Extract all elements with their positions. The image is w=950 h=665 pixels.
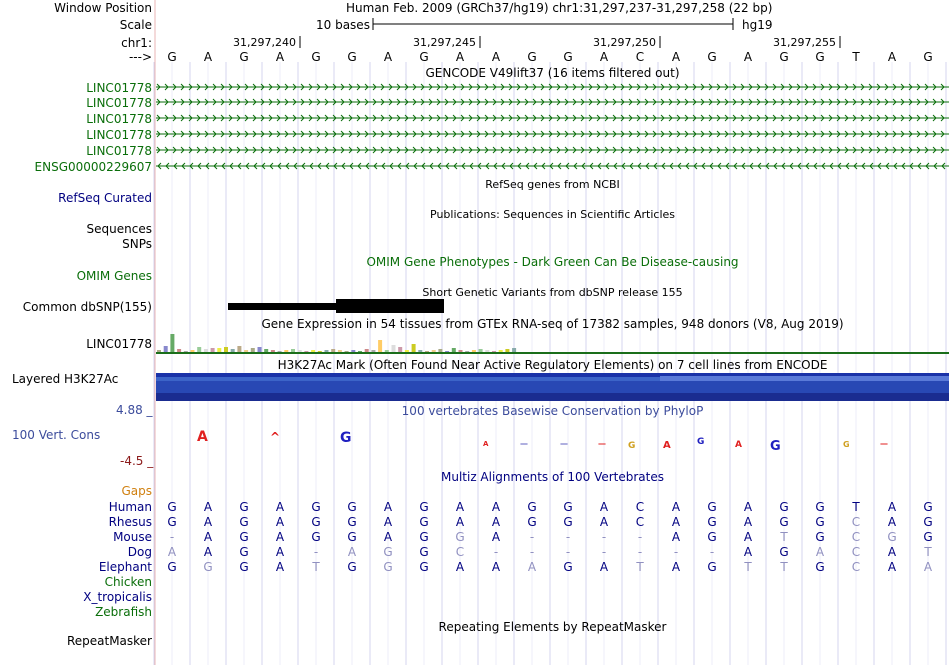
alignment-base: A [491, 530, 501, 544]
h3k27ac-band [156, 393, 949, 401]
alignment-base: A [167, 545, 177, 559]
alignment-base: G [815, 560, 825, 574]
sequence-base: A [599, 50, 609, 64]
sequence-base: A [455, 50, 465, 64]
gtex-tissue-bar [358, 351, 362, 352]
alignment-base: G [311, 530, 321, 544]
alignment-species-label[interactable]: X_tropicalis [83, 590, 152, 604]
alignment-base: G [347, 530, 357, 544]
alignment-base: C [851, 515, 861, 529]
alignment-base: G [419, 500, 429, 514]
alignment-base: A [887, 500, 897, 514]
alignment-base: A [275, 545, 285, 559]
sequence-base: G [563, 50, 573, 64]
alignment-base: G [815, 515, 825, 529]
alignment-base: - [601, 545, 607, 559]
conservation-glyph: — [598, 439, 606, 448]
alignment-base: - [313, 545, 319, 559]
sequence-base: A [491, 50, 501, 64]
gencode-item[interactable]: LINC01778 [86, 96, 152, 110]
conservation-min: -4.5 _ [120, 454, 154, 468]
sequences-label[interactable]: Sequences [86, 222, 152, 236]
conservation-glyph: G [628, 441, 636, 451]
window-position-label: Window Position [54, 1, 152, 15]
conservation-glyph: G [697, 437, 705, 447]
alignment-base: G [779, 545, 789, 559]
alignment-base: T [780, 530, 788, 544]
gtex-tissue-bar [278, 351, 282, 352]
alignment-base: A [887, 545, 897, 559]
alignment-base: C [851, 560, 861, 574]
conservation-glyph: — [520, 439, 528, 448]
gtex-tissue-bar [418, 350, 422, 352]
gtex-tissue-bar [271, 350, 275, 352]
dbsnp-title[interactable]: Short Genetic Variants from dbSNP release 155 [422, 286, 683, 299]
sequence-base: A [671, 50, 681, 64]
alignment-base: A [383, 530, 393, 544]
gtex-tissue-bar [405, 350, 409, 352]
conservation-glyph: G [843, 440, 850, 449]
gtex-tissue-bar [291, 349, 295, 352]
alignment-base: - [529, 545, 535, 559]
multiz-title[interactable]: Multiz Alignments of 100 Vertebrates [440, 470, 665, 484]
alignment-base: A [599, 560, 609, 574]
gtex-tissue-bar [184, 351, 188, 352]
gtex-tissue-bar [398, 347, 402, 352]
alignment-species-label[interactable]: Elephant [98, 560, 152, 574]
alignment-base: G [455, 530, 465, 544]
gtex-tissue-bar [459, 350, 463, 352]
gtex-tissue-bar [412, 344, 416, 352]
gtex-tissue-bar [465, 351, 469, 352]
alignment-base: A [491, 515, 501, 529]
conservation-glyph: A [663, 440, 671, 451]
gaps-label[interactable]: Gaps [121, 484, 152, 498]
alignment-base: C [455, 545, 465, 559]
gencode-title[interactable]: GENCODE V49lift37 (16 items filtered out) [425, 66, 680, 80]
dbsnp-variant-bar [336, 299, 444, 313]
alignment-base: G [311, 500, 321, 514]
sequence-base: G [311, 50, 321, 64]
alignment-base: A [743, 500, 753, 514]
window-position-value[interactable]: Human Feb. 2009 (GRCh37/hg19) chr1:31,297,237-31,297,258 (22 bp) [346, 1, 773, 15]
assembly-label: hg19 [742, 18, 773, 32]
alignment-base: - [673, 545, 679, 559]
alignment-base: G [563, 515, 573, 529]
alignment-base: G [419, 545, 429, 559]
alignment-base: A [815, 545, 825, 559]
gtex-tissue-bar [304, 351, 308, 352]
snps-label[interactable]: SNPs [122, 237, 152, 251]
alignment-base: A [203, 545, 213, 559]
repeatmasker-title[interactable]: Repeating Elements by RepeatMasker [438, 620, 667, 634]
gtex-tissue-bar [485, 350, 489, 352]
alignment-base: - [637, 545, 643, 559]
alignment-base: A [383, 500, 393, 514]
sequence-base: A [743, 50, 753, 64]
gtex-tissue-bar [311, 350, 315, 352]
alignment-base: G [347, 515, 357, 529]
alignment-base: A [527, 560, 537, 574]
alignment-base: A [923, 560, 933, 574]
gtex-tissue-bar [157, 350, 161, 352]
conservation-label[interactable]: 100 Vert. Cons [12, 428, 101, 442]
alignment-base: A [203, 500, 213, 514]
gtex-tissue-bar [164, 346, 168, 352]
alignment-base: - [601, 530, 607, 544]
gtex-tissue-bar [512, 348, 516, 352]
gtex-tissue-bar [452, 348, 456, 352]
alignment-base: G [167, 515, 177, 529]
gtex-tissue-bar [231, 349, 235, 352]
alignment-base: A [275, 530, 285, 544]
alignment-base: A [275, 515, 285, 529]
alignment-base: G [527, 515, 537, 529]
conservation-max: 4.88 _ [116, 403, 153, 417]
h3k27ac-band [156, 381, 949, 393]
alignment-base: A [203, 515, 213, 529]
alignment-base: - [565, 545, 571, 559]
gtex-tissue-bar [385, 350, 389, 352]
alignment-base: A [671, 560, 681, 574]
alignment-base: G [779, 500, 789, 514]
gtex-label[interactable]: LINC01778 [86, 337, 152, 351]
gencode-item[interactable]: LINC01778 [86, 112, 152, 126]
alignment-base: G [239, 530, 249, 544]
gtex-title[interactable]: Gene Expression in 54 tissues from GTEx RNA-seq of 17382 samples, 948 donors (V8, Aug 2019) [261, 317, 844, 331]
sequence-base: G [239, 50, 249, 64]
refseq-label[interactable]: RefSeq Curated [58, 191, 152, 205]
alignment-base: G [707, 515, 717, 529]
scale-text: 10 bases [316, 18, 370, 32]
alignment-base: G [347, 560, 357, 574]
alignment-base: A [347, 545, 357, 559]
gencode-item[interactable]: ENSG00000229607 [34, 160, 152, 174]
tick-label: 31,297,240 [233, 36, 296, 49]
gtex-tissue-bar [325, 350, 329, 352]
alignment-base: G [923, 515, 933, 529]
alignment-species-label[interactable]: Zebrafish [95, 605, 152, 619]
gencode-item[interactable]: LINC01778 [86, 128, 152, 142]
strand-label: ---> [128, 50, 152, 64]
h3k27ac-title[interactable]: H3K27Ac Mark (Often Found Near Active Regulatory Elements) on 7 cell lines from ENCODE [277, 358, 828, 372]
gtex-tissue-bar [472, 350, 476, 352]
sequence-base: A [275, 50, 285, 64]
sequence-base: A [383, 50, 393, 64]
conservation-glyph: G [340, 430, 352, 446]
gtex-tissue-bar [505, 349, 509, 352]
sequence-base: A [887, 50, 897, 64]
alignment-base: A [455, 560, 465, 574]
gtex-tissue-bar [432, 350, 436, 352]
conservation-glyph: A [483, 440, 489, 448]
conservation-glyph: A [735, 440, 742, 450]
alignment-base: T [312, 560, 320, 574]
alignment-base: G [707, 530, 717, 544]
sequence-base: A [203, 50, 213, 64]
alignment-base: A [671, 500, 681, 514]
alignment-base: - [169, 530, 175, 544]
gtex-tissue-bar [492, 351, 496, 352]
gtex-tissue-bar [298, 350, 302, 352]
gtex-tissue-bar [392, 345, 396, 352]
gtex-tissue-bar [318, 351, 322, 352]
alignment-species-label[interactable]: Human [108, 500, 152, 514]
gtex-tissue-bar [445, 351, 449, 352]
alignment-base: A [743, 515, 753, 529]
alignment-base: T [636, 560, 644, 574]
sequence-base: G [419, 50, 429, 64]
alignment-base: A [671, 530, 681, 544]
alignment-base: G [563, 560, 573, 574]
alignment-base: G [707, 560, 717, 574]
alignment-base: - [493, 545, 499, 559]
gtex-tissue-bar [351, 350, 355, 352]
conservation-glyph: G [770, 439, 781, 454]
alignment-base: G [563, 500, 573, 514]
alignment-base: G [203, 560, 213, 574]
alignment-base: - [565, 530, 571, 544]
alignment-base: G [527, 500, 537, 514]
h3k27ac-label[interactable]: Layered H3K27Ac [12, 372, 119, 386]
sequence-base: G [167, 50, 177, 64]
alignment-base: A [599, 515, 609, 529]
alignment-base: G [347, 500, 357, 514]
omim-label[interactable]: OMIM Genes [76, 269, 152, 283]
alignment-base: T [852, 500, 860, 514]
sequence-base: G [527, 50, 537, 64]
sequence-base: C [635, 50, 645, 64]
alignment-base: G [239, 515, 249, 529]
h3k27ac-band [660, 376, 949, 381]
sequence-base: G [347, 50, 357, 64]
alignment-base: A [203, 530, 213, 544]
gtex-tissue-bar [378, 340, 382, 352]
alignment-base: C [851, 545, 861, 559]
alignment-base: G [167, 500, 177, 514]
dbsnp-label[interactable]: Common dbSNP(155) [22, 300, 152, 314]
gtex-tissue-bar [224, 347, 228, 352]
alignment-base: G [887, 530, 897, 544]
tick-label: 31,297,245 [413, 36, 476, 49]
alignment-base: G [419, 530, 429, 544]
alignment-base: G [167, 560, 177, 574]
alignment-base: T [924, 545, 932, 559]
tick-label: 31,297,250 [593, 36, 656, 49]
gtex-tissue-bar [217, 348, 221, 352]
alignment-base: G [419, 560, 429, 574]
tick-label: 31,297,255 [773, 36, 836, 49]
gtex-tissue-bar [177, 349, 181, 352]
alignment-base: A [383, 515, 393, 529]
refseq-title[interactable]: RefSeq genes from NCBI [485, 178, 620, 191]
gtex-tissue-bar [284, 350, 288, 352]
conservation-glyph: — [880, 439, 888, 448]
alignment-base: T [744, 560, 752, 574]
omim-title[interactable]: OMIM Gene Phenotypes - Dark Green Can Be Disease-causing [366, 255, 739, 269]
scale-label: Scale [119, 18, 152, 32]
alignment-base: C [635, 515, 645, 529]
gtex-tissue-bar [499, 350, 503, 352]
gtex-tissue-bar [371, 350, 375, 352]
alignment-base: G [239, 545, 249, 559]
alignment-base: A [743, 545, 753, 559]
alignment-base: G [239, 500, 249, 514]
alignment-base: A [599, 500, 609, 514]
alignment-species-label[interactable]: Dog [127, 545, 152, 559]
sequence-base: G [707, 50, 717, 64]
alignment-base: G [779, 515, 789, 529]
gencode-item[interactable]: LINC01778 [86, 81, 152, 95]
gtex-tissue-bar [211, 348, 215, 352]
conservation-glyph: A [197, 429, 208, 445]
gtex-tissue-bar [258, 347, 262, 352]
gtex-tissue-bar [331, 349, 335, 352]
gtex-tissue-bar [204, 349, 208, 352]
alignment-base: - [637, 530, 643, 544]
gtex-tissue-bar [425, 351, 429, 352]
gtex-tissue-bar [237, 346, 241, 352]
conservation-glyph: — [560, 439, 568, 448]
gtex-tissue-bar [438, 349, 442, 352]
alignment-base: A [887, 560, 897, 574]
alignment-base: A [491, 500, 501, 514]
gtex-tissue-bar [264, 349, 268, 352]
gencode-item[interactable]: LINC01778 [86, 144, 152, 158]
gtex-tissue-bar [244, 350, 248, 352]
alignment-base: - [529, 530, 535, 544]
alignment-base: A [491, 560, 501, 574]
alignment-base: G [815, 530, 825, 544]
gtex-tissue-bar [345, 351, 349, 352]
alignment-base: A [275, 500, 285, 514]
alignment-species-label[interactable]: Chicken [104, 575, 152, 589]
alignment-base: - [709, 545, 715, 559]
gtex-tissue-bar [170, 334, 174, 352]
gtex-tissue-bar [338, 350, 342, 352]
chrom-label: chr1: [121, 36, 152, 50]
alignment-base: G [419, 515, 429, 529]
alignment-base: A [743, 530, 753, 544]
alignment-base: A [455, 515, 465, 529]
alignment-species-label[interactable]: Mouse [113, 530, 152, 544]
alignment-base: A [455, 500, 465, 514]
sequence-base: G [815, 50, 825, 64]
gtex-tissue-bar [197, 347, 201, 352]
alignment-base: A [671, 515, 681, 529]
alignment-base: T [780, 560, 788, 574]
alignment-base: A [887, 515, 897, 529]
alignment-base: G [383, 560, 393, 574]
gtex-tissue-bar [191, 350, 195, 352]
alignment-base: G [923, 530, 933, 544]
sequence-base: T [852, 50, 860, 64]
alignment-base: G [923, 500, 933, 514]
conservation-title[interactable]: 100 vertebrates Basewise Conservation by PhyloP [401, 404, 704, 418]
alignment-base: G [383, 545, 393, 559]
conservation-glyph: ^ [270, 430, 281, 444]
gtex-tissue-bar [479, 349, 483, 352]
alignment-base: G [815, 500, 825, 514]
gtex-tissue-bar [365, 349, 369, 352]
alignment-base: C [635, 500, 645, 514]
gtex-tissue-bar [251, 348, 255, 352]
repeatmasker-label[interactable]: RepeatMasker [66, 634, 152, 648]
alignment-species-label[interactable]: Rhesus [108, 515, 152, 529]
pubs-title[interactable]: Publications: Sequences in Scientific Articles [430, 208, 675, 221]
sequence-base: G [923, 50, 933, 64]
alignment-base: G [239, 560, 249, 574]
sequence-base: G [779, 50, 789, 64]
alignment-base: G [311, 515, 321, 529]
alignment-base: G [707, 500, 717, 514]
alignment-base: C [851, 530, 861, 544]
alignment-base: A [275, 560, 285, 574]
